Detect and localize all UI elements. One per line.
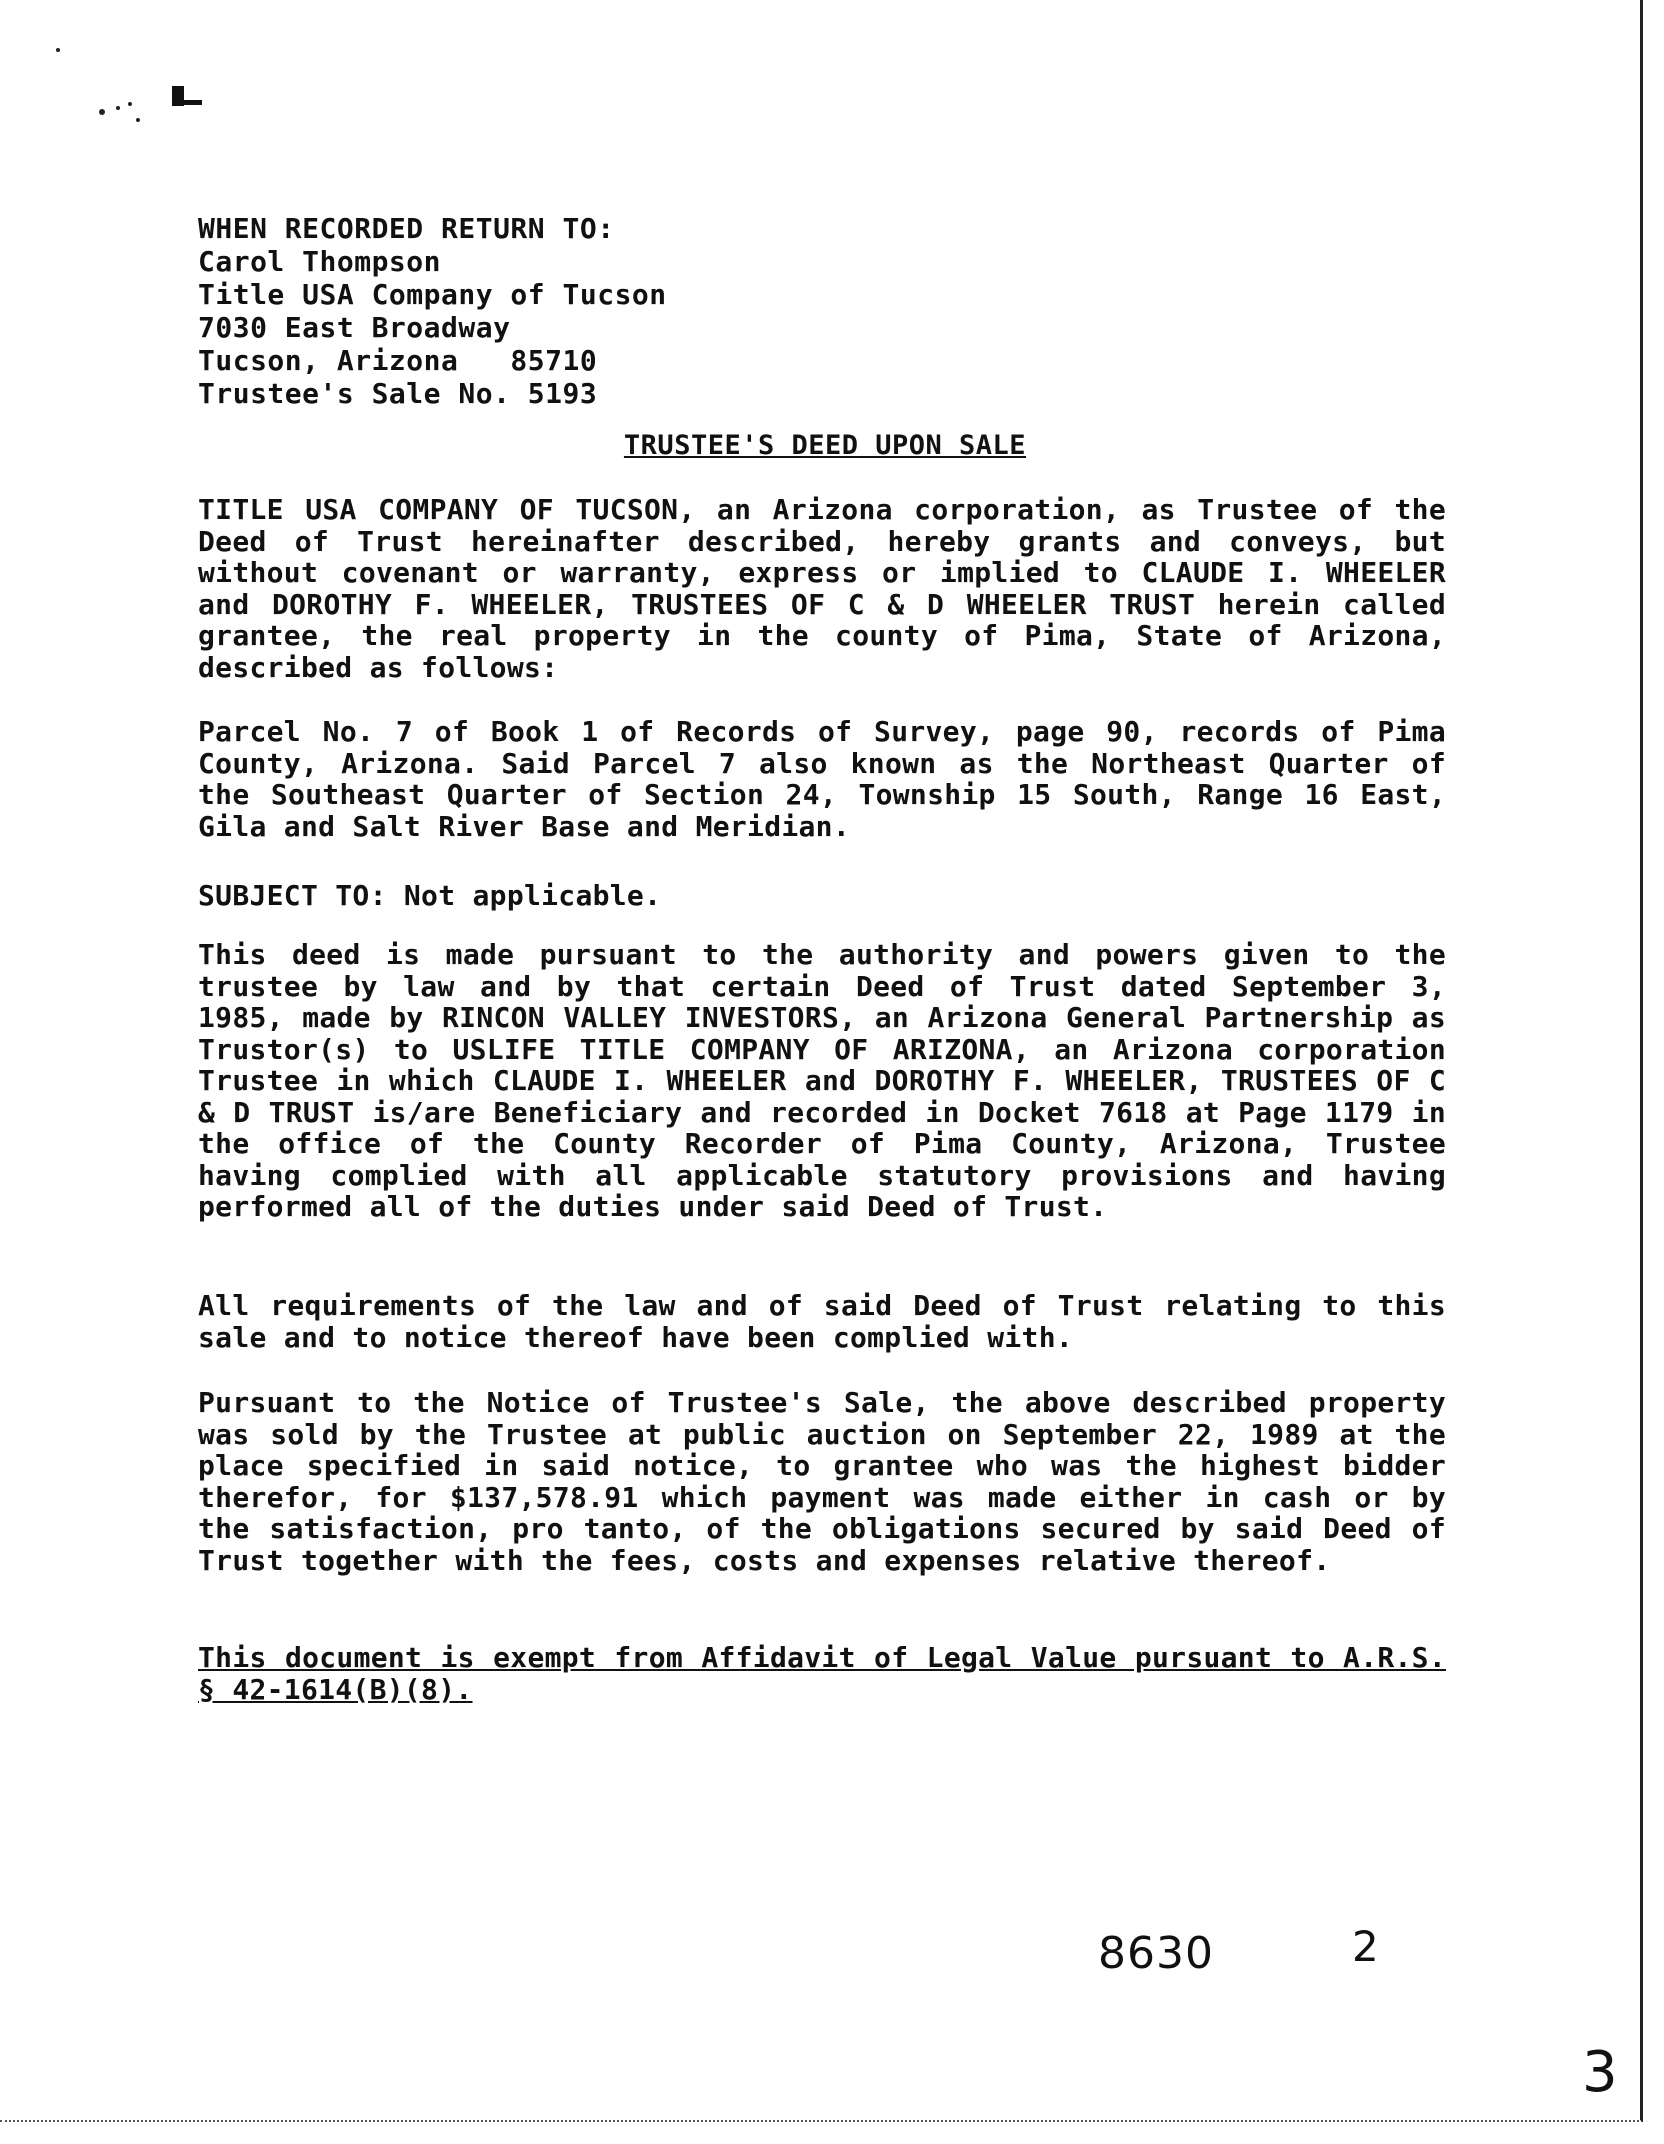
return-name: Carol Thompson	[198, 245, 442, 278]
trustee-sale-number: Trustee's Sale No. 5193	[198, 377, 598, 410]
authority-paragraph: This deed is made pursuant to the authority and powers given to the trustee by law and by that certain Deed of Trust dated September 3, 1985, made by RINCON VALLEY INVESTORS, an Arizona General Partnership as Trustor(s) to USLIFE TITLE COMPANY OF ARIZONA, an Arizona corporation Trustee in which CLAUDE I. WHEELER and DOROTHY F. WHEELER, TRUSTEES OF C & D TRUST is/are Beneficiary and recorded in Docket 7618 at Page 1179 in the office of the County Recorder of Pima County, Arizona, Trustee having complied with all applicable statutory provisions and having performed all of the duties under said Deed of Trust.	[198, 938, 1446, 1223]
scan-specks	[40, 30, 240, 130]
sale-paragraph: Pursuant to the Notice of Trustee's Sale, the above described property was sold by the Trustee at public auction on September 22, 1989 at the place specified in said notice, to grantee who was the highest bidder therefor, for $137,578.91 which payment was made either in cash or by the satisfaction, pro tanto, of the obligations secured by said Deed of Trust together with the fees, costs and expenses relative thereof.	[198, 1386, 1446, 1577]
page-number: 2	[1352, 1922, 1379, 1971]
grant-paragraph: TITLE USA COMPANY OF TUCSON, an Arizona corporation, as Trustee of the Deed of Trust hereinafter described, hereby grants and conveys, but without covenant or warranty, express or implied to CLAUDE I. WHEELER and DOROTHY F. WHEELER, TRUSTEES OF C & D WHEELER TRUST herein called grantee, the real property in the county of Pima, State of Arizona, described as follows:	[198, 493, 1446, 684]
return-heading: WHEN RECORDED RETURN TO:	[198, 212, 615, 245]
return-street: 7030 East Broadway	[198, 311, 511, 344]
exemption-paragraph: This document is exempt from Affidavit of Legal Value pursuant to A.R.S. § 42-1614(B)(8).	[198, 1641, 1446, 1706]
return-city-state-zip: Tucson, Arizona 85710	[198, 344, 598, 377]
return-address-block	[198, 212, 667, 410]
corner-page-mark: 3	[1582, 2040, 1618, 2105]
requirements-paragraph: All requirements of the law and of said Deed of Trust relating to this sale and to notice thereof have been complied with.	[198, 1289, 1446, 1354]
document-number: 8630	[1098, 1928, 1214, 1979]
document-title: TRUSTEE'S DEED UPON SALE	[623, 430, 1027, 461]
return-company: Title USA Company of Tucson	[198, 278, 667, 311]
subject-to-paragraph: SUBJECT TO: Not applicable.	[198, 879, 662, 912]
parcel-paragraph: Parcel No. 7 of Book 1 of Records of Survey, page 90, records of Pima County, Arizona. Said Parcel 7 also known as the Northeast Quarter of the Southeast Quarter of Section 24, Township 15 South, Range 16 East, Gila and Salt River Base and Meridian.	[198, 715, 1446, 843]
